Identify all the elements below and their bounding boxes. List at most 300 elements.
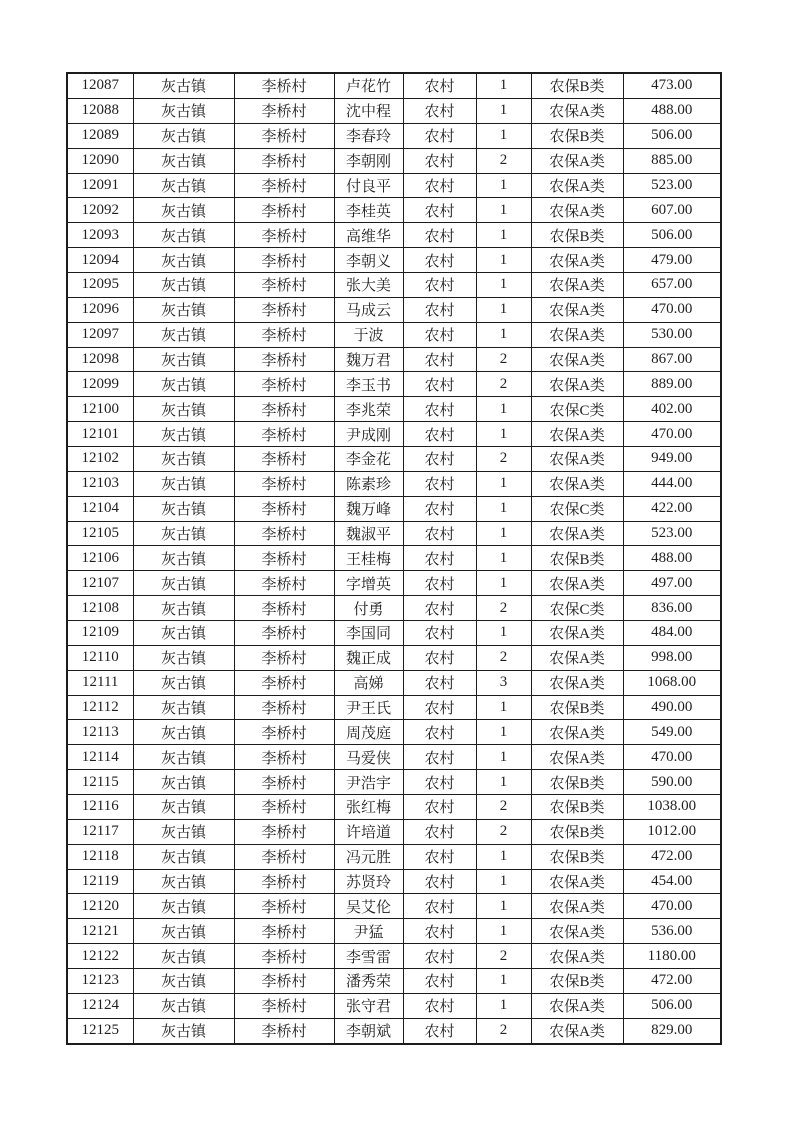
cell-insurance-category: 农保A类 <box>531 521 623 546</box>
cell-town: 灰古镇 <box>133 446 234 471</box>
cell-village: 李桥村 <box>234 322 334 347</box>
cell-insurance-category: 农保B类 <box>531 819 623 844</box>
cell-insurance-category: 农保A类 <box>531 571 623 596</box>
cell-serial-no: 12114 <box>67 745 133 770</box>
cell-serial-no: 12099 <box>67 372 133 397</box>
cell-village: 李桥村 <box>234 596 334 621</box>
table-row <box>67 223 721 248</box>
cell-village: 李桥村 <box>234 471 334 496</box>
cell-serial-no: 12105 <box>67 521 133 546</box>
cell-name: 马爱侠 <box>334 745 403 770</box>
cell-household-type: 农村 <box>403 173 476 198</box>
table-row <box>67 446 721 471</box>
cell-insurance-category: 农保A类 <box>531 297 623 322</box>
cell-insurance-category: 农保A类 <box>531 1018 623 1044</box>
cell-serial-no: 12122 <box>67 944 133 969</box>
cell-name: 高维华 <box>334 223 403 248</box>
table-row <box>67 297 721 322</box>
cell-town: 灰古镇 <box>133 272 234 297</box>
table-row <box>67 1018 721 1044</box>
cell-serial-no: 12094 <box>67 248 133 273</box>
cell-village: 李桥村 <box>234 198 334 223</box>
cell-household-type: 农村 <box>403 1018 476 1044</box>
cell-person-count: 1 <box>476 770 531 795</box>
cell-amount: 422.00 <box>623 496 721 521</box>
cell-person-count: 2 <box>476 596 531 621</box>
cell-serial-no: 12098 <box>67 347 133 372</box>
cell-name: 魏正成 <box>334 645 403 670</box>
cell-insurance-category: 农保A类 <box>531 620 623 645</box>
cell-household-type: 农村 <box>403 919 476 944</box>
cell-serial-no: 12095 <box>67 272 133 297</box>
cell-amount: 607.00 <box>623 198 721 223</box>
cell-household-type: 农村 <box>403 670 476 695</box>
cell-amount: 484.00 <box>623 620 721 645</box>
cell-person-count: 1 <box>476 844 531 869</box>
cell-insurance-category: 农保A类 <box>531 645 623 670</box>
cell-village: 李桥村 <box>234 993 334 1018</box>
cell-serial-no: 12092 <box>67 198 133 223</box>
cell-name: 苏贤玲 <box>334 869 403 894</box>
cell-village: 李桥村 <box>234 372 334 397</box>
cell-name: 周茂庭 <box>334 720 403 745</box>
cell-name: 尹浩宇 <box>334 770 403 795</box>
cell-household-type: 农村 <box>403 422 476 447</box>
cell-serial-no: 12113 <box>67 720 133 745</box>
cell-serial-no: 12124 <box>67 993 133 1018</box>
cell-town: 灰古镇 <box>133 372 234 397</box>
cell-household-type: 农村 <box>403 272 476 297</box>
table-row <box>67 794 721 819</box>
table-row <box>67 173 721 198</box>
table-row <box>67 272 721 297</box>
cell-village: 李桥村 <box>234 347 334 372</box>
cell-village: 李桥村 <box>234 720 334 745</box>
cell-person-count: 1 <box>476 98 531 123</box>
cell-village: 李桥村 <box>234 944 334 969</box>
cell-insurance-category: 农保A类 <box>531 198 623 223</box>
cell-insurance-category: 农保B类 <box>531 223 623 248</box>
cell-person-count: 2 <box>476 148 531 173</box>
cell-person-count: 1 <box>476 198 531 223</box>
cell-name: 高娣 <box>334 670 403 695</box>
cell-amount: 506.00 <box>623 123 721 148</box>
cell-name: 张守君 <box>334 993 403 1018</box>
cell-serial-no: 12106 <box>67 546 133 571</box>
cell-person-count: 1 <box>476 720 531 745</box>
cell-person-count: 1 <box>476 123 531 148</box>
cell-town: 灰古镇 <box>133 670 234 695</box>
cell-amount: 490.00 <box>623 695 721 720</box>
cell-amount: 536.00 <box>623 919 721 944</box>
cell-person-count: 3 <box>476 670 531 695</box>
cell-name: 张红梅 <box>334 794 403 819</box>
cell-person-count: 1 <box>476 297 531 322</box>
cell-serial-no: 12090 <box>67 148 133 173</box>
cell-serial-no: 12112 <box>67 695 133 720</box>
cell-household-type: 农村 <box>403 819 476 844</box>
cell-town: 灰古镇 <box>133 571 234 596</box>
cell-amount: 473.00 <box>623 73 721 98</box>
cell-serial-no: 12115 <box>67 770 133 795</box>
cell-name: 付良平 <box>334 173 403 198</box>
cell-household-type: 农村 <box>403 521 476 546</box>
cell-town: 灰古镇 <box>133 770 234 795</box>
cell-town: 灰古镇 <box>133 1018 234 1044</box>
cell-serial-no: 12089 <box>67 123 133 148</box>
cell-amount: 1180.00 <box>623 944 721 969</box>
cell-insurance-category: 农保A类 <box>531 372 623 397</box>
table-row <box>67 73 721 98</box>
cell-person-count: 2 <box>476 645 531 670</box>
table-row <box>67 571 721 596</box>
cell-village: 李桥村 <box>234 571 334 596</box>
cell-insurance-category: 农保A类 <box>531 272 623 297</box>
table-row <box>67 695 721 720</box>
cell-town: 灰古镇 <box>133 98 234 123</box>
cell-amount: 470.00 <box>623 297 721 322</box>
cell-amount: 1068.00 <box>623 670 721 695</box>
cell-name: 魏淑平 <box>334 521 403 546</box>
cell-village: 李桥村 <box>234 223 334 248</box>
cell-insurance-category: 农保B类 <box>531 770 623 795</box>
cell-insurance-category: 农保A类 <box>531 869 623 894</box>
cell-insurance-category: 农保A类 <box>531 944 623 969</box>
table-row <box>67 248 721 273</box>
cell-name: 陈素珍 <box>334 471 403 496</box>
table-row <box>67 770 721 795</box>
cell-insurance-category: 农保C类 <box>531 496 623 521</box>
cell-serial-no: 12119 <box>67 869 133 894</box>
cell-amount: 479.00 <box>623 248 721 273</box>
cell-person-count: 1 <box>476 521 531 546</box>
cell-town: 灰古镇 <box>133 645 234 670</box>
table-row <box>67 422 721 447</box>
cell-amount: 506.00 <box>623 223 721 248</box>
cell-insurance-category: 农保C类 <box>531 397 623 422</box>
cell-village: 李桥村 <box>234 1018 334 1044</box>
cell-person-count: 2 <box>476 944 531 969</box>
cell-village: 李桥村 <box>234 297 334 322</box>
cell-person-count: 1 <box>476 496 531 521</box>
cell-village: 李桥村 <box>234 894 334 919</box>
cell-village: 李桥村 <box>234 869 334 894</box>
cell-amount: 523.00 <box>623 173 721 198</box>
cell-person-count: 1 <box>476 571 531 596</box>
table-row <box>67 670 721 695</box>
cell-insurance-category: 农保A类 <box>531 322 623 347</box>
cell-insurance-category: 农保C类 <box>531 596 623 621</box>
table-row <box>67 546 721 571</box>
cell-person-count: 1 <box>476 248 531 273</box>
cell-village: 李桥村 <box>234 73 334 98</box>
cell-town: 灰古镇 <box>133 397 234 422</box>
cell-village: 李桥村 <box>234 446 334 471</box>
cell-amount: 472.00 <box>623 969 721 994</box>
table-row <box>67 98 721 123</box>
cell-person-count: 2 <box>476 372 531 397</box>
cell-household-type: 农村 <box>403 198 476 223</box>
cell-person-count: 1 <box>476 272 531 297</box>
cell-insurance-category: 农保A类 <box>531 993 623 1018</box>
cell-insurance-category: 农保B类 <box>531 695 623 720</box>
cell-name: 沈中程 <box>334 98 403 123</box>
cell-name: 李国同 <box>334 620 403 645</box>
cell-town: 灰古镇 <box>133 248 234 273</box>
table-row <box>67 894 721 919</box>
cell-town: 灰古镇 <box>133 422 234 447</box>
cell-name: 李桂英 <box>334 198 403 223</box>
cell-amount: 1012.00 <box>623 819 721 844</box>
cell-insurance-category: 农保A类 <box>531 720 623 745</box>
cell-town: 灰古镇 <box>133 73 234 98</box>
cell-village: 李桥村 <box>234 919 334 944</box>
cell-town: 灰古镇 <box>133 198 234 223</box>
cell-village: 李桥村 <box>234 620 334 645</box>
cell-person-count: 1 <box>476 546 531 571</box>
cell-household-type: 农村 <box>403 73 476 98</box>
cell-town: 灰古镇 <box>133 496 234 521</box>
cell-amount: 867.00 <box>623 347 721 372</box>
cell-amount: 549.00 <box>623 720 721 745</box>
cell-amount: 444.00 <box>623 471 721 496</box>
cell-town: 灰古镇 <box>133 919 234 944</box>
cell-amount: 523.00 <box>623 521 721 546</box>
cell-village: 李桥村 <box>234 397 334 422</box>
cell-household-type: 农村 <box>403 397 476 422</box>
cell-town: 灰古镇 <box>133 944 234 969</box>
cell-town: 灰古镇 <box>133 596 234 621</box>
cell-serial-no: 12117 <box>67 819 133 844</box>
cell-village: 李桥村 <box>234 123 334 148</box>
cell-name: 吴艾伦 <box>334 894 403 919</box>
cell-name: 李雪雷 <box>334 944 403 969</box>
cell-village: 李桥村 <box>234 546 334 571</box>
cell-amount: 998.00 <box>623 645 721 670</box>
cell-town: 灰古镇 <box>133 844 234 869</box>
cell-household-type: 农村 <box>403 546 476 571</box>
cell-serial-no: 12108 <box>67 596 133 621</box>
cell-person-count: 1 <box>476 322 531 347</box>
cell-serial-no: 12103 <box>67 471 133 496</box>
cell-household-type: 农村 <box>403 471 476 496</box>
cell-serial-no: 12093 <box>67 223 133 248</box>
cell-serial-no: 12104 <box>67 496 133 521</box>
cell-household-type: 农村 <box>403 98 476 123</box>
cell-name: 冯元胜 <box>334 844 403 869</box>
cell-household-type: 农村 <box>403 123 476 148</box>
cell-person-count: 1 <box>476 620 531 645</box>
cell-amount: 949.00 <box>623 446 721 471</box>
cell-insurance-category: 农保A类 <box>531 745 623 770</box>
cell-town: 灰古镇 <box>133 123 234 148</box>
cell-village: 李桥村 <box>234 695 334 720</box>
cell-name: 字增英 <box>334 571 403 596</box>
cell-name: 卢花竹 <box>334 73 403 98</box>
cell-household-type: 农村 <box>403 446 476 471</box>
cell-village: 李桥村 <box>234 770 334 795</box>
cell-name: 付勇 <box>334 596 403 621</box>
cell-serial-no: 12097 <box>67 322 133 347</box>
cell-serial-no: 12109 <box>67 620 133 645</box>
cell-amount: 889.00 <box>623 372 721 397</box>
cell-amount: 472.00 <box>623 844 721 869</box>
cell-household-type: 农村 <box>403 720 476 745</box>
cell-town: 灰古镇 <box>133 297 234 322</box>
cell-insurance-category: 农保B类 <box>531 546 623 571</box>
cell-village: 李桥村 <box>234 272 334 297</box>
cell-insurance-category: 农保B类 <box>531 794 623 819</box>
cell-insurance-category: 农保B类 <box>531 969 623 994</box>
cell-town: 灰古镇 <box>133 745 234 770</box>
cell-town: 灰古镇 <box>133 620 234 645</box>
cell-person-count: 1 <box>476 894 531 919</box>
cell-name: 李朝刚 <box>334 148 403 173</box>
cell-name: 李玉书 <box>334 372 403 397</box>
cell-village: 李桥村 <box>234 645 334 670</box>
cell-name: 尹猛 <box>334 919 403 944</box>
cell-person-count: 2 <box>476 347 531 372</box>
cell-serial-no: 12111 <box>67 670 133 695</box>
cell-village: 李桥村 <box>234 496 334 521</box>
cell-person-count: 2 <box>476 794 531 819</box>
table-row <box>67 993 721 1018</box>
cell-town: 灰古镇 <box>133 894 234 919</box>
cell-village: 李桥村 <box>234 670 334 695</box>
cell-village: 李桥村 <box>234 819 334 844</box>
cell-village: 李桥村 <box>234 148 334 173</box>
table-row <box>67 720 721 745</box>
cell-household-type: 农村 <box>403 571 476 596</box>
cell-person-count: 2 <box>476 446 531 471</box>
cell-household-type: 农村 <box>403 969 476 994</box>
cell-amount: 506.00 <box>623 993 721 1018</box>
cell-amount: 1038.00 <box>623 794 721 819</box>
table-row <box>67 148 721 173</box>
cell-person-count: 1 <box>476 695 531 720</box>
table-row <box>67 496 721 521</box>
cell-person-count: 1 <box>476 869 531 894</box>
cell-serial-no: 12107 <box>67 571 133 596</box>
cell-village: 李桥村 <box>234 248 334 273</box>
cell-town: 灰古镇 <box>133 223 234 248</box>
cell-town: 灰古镇 <box>133 720 234 745</box>
table-row <box>67 819 721 844</box>
cell-household-type: 农村 <box>403 770 476 795</box>
cell-village: 李桥村 <box>234 98 334 123</box>
cell-amount: 470.00 <box>623 422 721 447</box>
table-row <box>67 372 721 397</box>
cell-person-count: 1 <box>476 745 531 770</box>
cell-person-count: 1 <box>476 471 531 496</box>
cell-serial-no: 12125 <box>67 1018 133 1044</box>
cell-insurance-category: 农保A类 <box>531 148 623 173</box>
table-row <box>67 322 721 347</box>
cell-person-count: 1 <box>476 969 531 994</box>
cell-insurance-category: 农保A类 <box>531 471 623 496</box>
benefits-roster-table <box>66 72 722 1045</box>
cell-insurance-category: 农保A类 <box>531 422 623 447</box>
cell-amount: 530.00 <box>623 322 721 347</box>
cell-insurance-category: 农保A类 <box>531 98 623 123</box>
cell-name: 马成云 <box>334 297 403 322</box>
cell-person-count: 2 <box>476 1018 531 1044</box>
cell-serial-no: 12101 <box>67 422 133 447</box>
cell-person-count: 2 <box>476 819 531 844</box>
cell-household-type: 农村 <box>403 844 476 869</box>
table-row <box>67 869 721 894</box>
cell-amount: 402.00 <box>623 397 721 422</box>
cell-household-type: 农村 <box>403 695 476 720</box>
table-body <box>67 73 721 1044</box>
cell-amount: 497.00 <box>623 571 721 596</box>
table-row <box>67 521 721 546</box>
cell-insurance-category: 农保A类 <box>531 894 623 919</box>
cell-village: 李桥村 <box>234 794 334 819</box>
cell-person-count: 1 <box>476 919 531 944</box>
cell-name: 李兆荣 <box>334 397 403 422</box>
cell-town: 灰古镇 <box>133 521 234 546</box>
table-row <box>67 919 721 944</box>
table-row <box>67 844 721 869</box>
cell-household-type: 农村 <box>403 620 476 645</box>
cell-amount: 590.00 <box>623 770 721 795</box>
cell-town: 灰古镇 <box>133 993 234 1018</box>
cell-person-count: 1 <box>476 223 531 248</box>
cell-household-type: 农村 <box>403 794 476 819</box>
cell-name: 魏万峰 <box>334 496 403 521</box>
cell-amount: 488.00 <box>623 546 721 571</box>
cell-serial-no: 12118 <box>67 844 133 869</box>
cell-town: 灰古镇 <box>133 148 234 173</box>
cell-serial-no: 12088 <box>67 98 133 123</box>
cell-name: 王桂梅 <box>334 546 403 571</box>
cell-insurance-category: 农保B类 <box>531 73 623 98</box>
table-row <box>67 123 721 148</box>
table-row <box>67 969 721 994</box>
table-row <box>67 596 721 621</box>
cell-serial-no: 12123 <box>67 969 133 994</box>
cell-amount: 829.00 <box>623 1018 721 1044</box>
cell-name: 魏万君 <box>334 347 403 372</box>
cell-household-type: 农村 <box>403 745 476 770</box>
cell-town: 灰古镇 <box>133 969 234 994</box>
cell-town: 灰古镇 <box>133 546 234 571</box>
table-row <box>67 620 721 645</box>
cell-name: 李朝斌 <box>334 1018 403 1044</box>
cell-household-type: 农村 <box>403 248 476 273</box>
cell-household-type: 农村 <box>403 223 476 248</box>
table-row <box>67 397 721 422</box>
cell-serial-no: 12121 <box>67 919 133 944</box>
cell-insurance-category: 农保B类 <box>531 844 623 869</box>
cell-insurance-category: 农保B类 <box>531 123 623 148</box>
cell-town: 灰古镇 <box>133 347 234 372</box>
cell-person-count: 1 <box>476 422 531 447</box>
cell-village: 李桥村 <box>234 422 334 447</box>
cell-household-type: 农村 <box>403 496 476 521</box>
cell-village: 李桥村 <box>234 173 334 198</box>
table-row <box>67 944 721 969</box>
cell-name: 于波 <box>334 322 403 347</box>
cell-serial-no: 12100 <box>67 397 133 422</box>
cell-village: 李桥村 <box>234 844 334 869</box>
cell-town: 灰古镇 <box>133 794 234 819</box>
cell-village: 李桥村 <box>234 521 334 546</box>
cell-serial-no: 12087 <box>67 73 133 98</box>
cell-serial-no: 12091 <box>67 173 133 198</box>
cell-serial-no: 12110 <box>67 645 133 670</box>
